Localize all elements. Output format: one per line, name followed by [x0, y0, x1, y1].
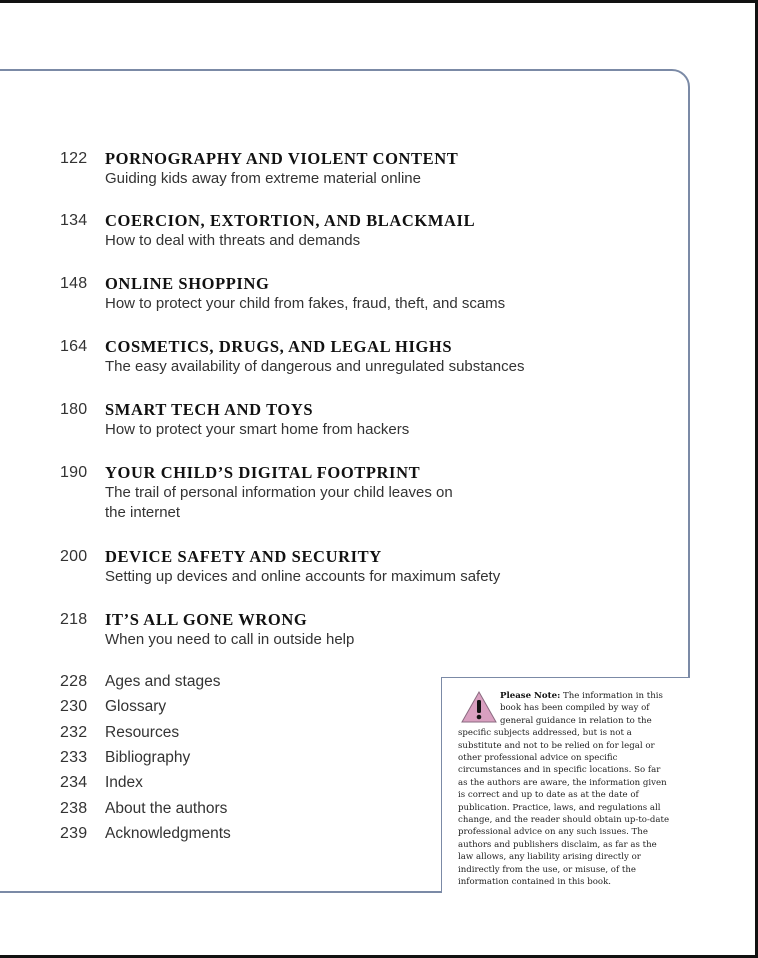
chapter-title: YOUR CHILD’S DIGITAL FOOTPRINT: [105, 463, 421, 482]
back-matter-label: Resources: [105, 724, 180, 741]
toc-back-matter-item: [60, 772, 360, 794]
note-body: The information in this book has been compiled by way of general guidance in relation to the specific subjects addressed, but is not a substitute and not to be relied on for legal or other professional advice on specific circumstances and in specific locations. So far as the authors are aware, the information given is correct and up to date as at the date of publication. Practice, laws, and regulations all change, and the reader should obtain up-to-date professional advice on any such issues. The authors and publishers disclaim, as far as the law allows, any liability arising directly or indirectly from the use, or misuse, of the information contained in this book.: [458, 691, 670, 888]
chapter-subtitle: How to deal with threats and demands: [105, 232, 361, 249]
chapter-page-number: 190: [60, 464, 88, 481]
toc-back-matter-item: [60, 722, 360, 744]
chapter-subtitle: Guiding kids away from extreme material online: [105, 170, 421, 187]
chapter-page-number: 134: [60, 212, 88, 229]
toc-back-matter-item: [60, 747, 360, 769]
chapter-subtitle: How to protect your child from fakes, fraud, theft, and scams: [105, 295, 506, 312]
chapter-title: SMART TECH AND TOYS: [105, 400, 314, 419]
toc-back-matter-item: [60, 823, 360, 845]
chapter-page-number: 218: [60, 611, 88, 628]
toc-back-matter-item: [60, 798, 360, 820]
chapter-title: ONLINE SHOPPING: [105, 274, 270, 293]
back-matter-page-number: 239: [60, 825, 88, 842]
disclaimer-text: [458, 690, 672, 889]
chapter-page-number: 200: [60, 548, 88, 565]
chapter-page-number: 164: [60, 338, 88, 355]
chapter-page-number: 122: [60, 150, 88, 167]
chapter-subtitle: The easy availability of dangerous and unregulated substances: [105, 358, 525, 375]
back-matter-label: Index: [105, 774, 143, 791]
back-matter-page-number: 238: [60, 800, 88, 817]
disclaimer-note: [441, 677, 690, 893]
back-matter-page-number: 232: [60, 724, 88, 741]
back-matter-label: Acknowledgments: [105, 825, 231, 842]
chapter-subtitle: Setting up devices and online accounts for maximum safety: [105, 568, 501, 585]
back-matter-page-number: 228: [60, 673, 88, 690]
chapter-subtitle: How to protect your smart home from hackers: [105, 421, 410, 438]
toc-back-matter-item: [60, 671, 360, 693]
chapter-subtitle: When you need to call in outside help: [105, 631, 355, 648]
back-matter-page-number: 233: [60, 749, 88, 766]
chapter-title: DEVICE SAFETY AND SECURITY: [105, 547, 382, 566]
chapter-title: COSMETICS, DRUGS, AND LEGAL HIGHS: [105, 337, 453, 356]
chapter-title: IT’S ALL GONE WRONG: [105, 610, 308, 629]
chapter-title: COERCION, EXTORTION, AND BLACKMAIL: [105, 211, 476, 230]
toc-back-matter-item: [60, 696, 360, 718]
chapter-page-number: 180: [60, 401, 88, 418]
back-matter-page-number: 234: [60, 774, 88, 791]
back-matter-label: Ages and stages: [105, 673, 221, 690]
back-matter-label: About the authors: [105, 800, 228, 817]
back-matter-label: Bibliography: [105, 749, 191, 766]
chapter-title: PORNOGRAPHY AND VIOLENT CONTENT: [105, 149, 459, 168]
back-matter-label: Glossary: [105, 698, 167, 715]
chapter-subtitle: The trail of personal information your child leaves on the internet: [105, 484, 453, 521]
chapter-page-number: 148: [60, 275, 88, 292]
back-matter-page-number: 230: [60, 698, 88, 715]
note-heading: Please Note:: [500, 691, 561, 701]
